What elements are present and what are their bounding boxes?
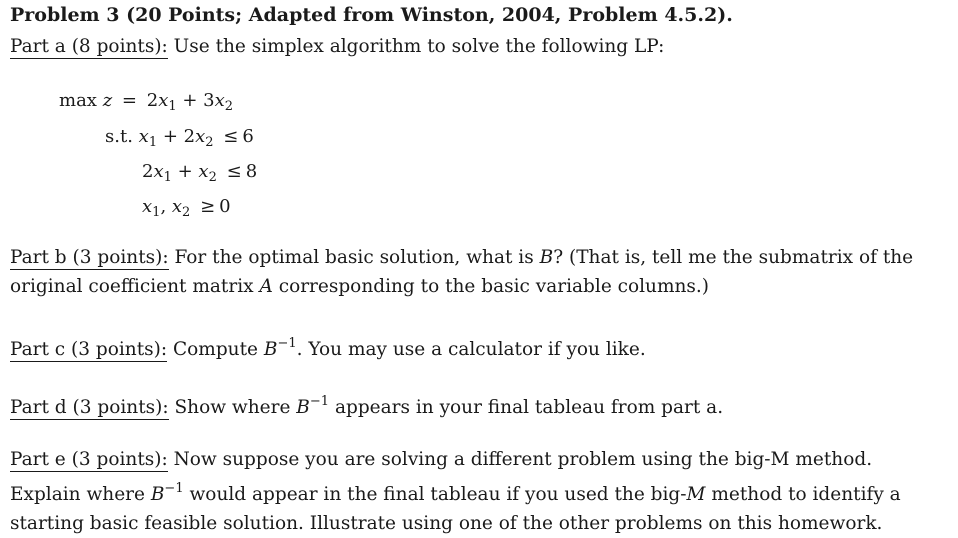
part-a-label: Part a (8 points):: [10, 36, 168, 57]
part-a-paragraph: [10, 32, 948, 61]
lp-objective: $\max z = 2x_1 + 3x_2$: [59, 90, 234, 114]
part-b-label: Part b (3 points):: [10, 247, 169, 268]
part-d-label: Part d (3 points):: [10, 397, 169, 418]
part-e-paragraph: Part e (3 points): Now suppose you are solving a different problem using the big-M method. Explain where $B^{-1}$ would appear in the final tableau if you used the big-M method to identify a starting basic feasible solution. Illustrate using one of the other problems on this homework.: [10, 449, 901, 534]
part-e-label: Part e (3 points):: [10, 449, 168, 470]
lp-nonnegativity: $x_1$, $x_2 \ge 0$: [142, 196, 231, 220]
problem-title: Problem 3 (20 Points; Adapted from Winston, 2004, Problem 4.5.2).: [10, 4, 733, 26]
part-c-paragraph: Part c (3 points): Compute $B^{-1}$. You may use a calculator if you like.: [10, 336, 646, 360]
lp-constraint-1: s.t. $x_1 + 2x_2 \le 6$: [105, 126, 254, 150]
part-c-label: Part c (3 points):: [10, 339, 168, 360]
part-a-text: Use the simplex algorithm to solve the following LP:: [167, 36, 665, 57]
part-d-paragraph: Part d (3 points): Show where $B^{-1}$ appears in your final tableau from part a.: [10, 394, 724, 418]
lp-constraint-2: $2x_1 + x_2 \le 8$: [142, 161, 258, 185]
part-b-paragraph: Part b (3 points): For the optimal basic solution, what is B? (That is, tell me the submatrix of the original coefficient matrix A corresponding to the basic variable columns.): [10, 247, 914, 297]
